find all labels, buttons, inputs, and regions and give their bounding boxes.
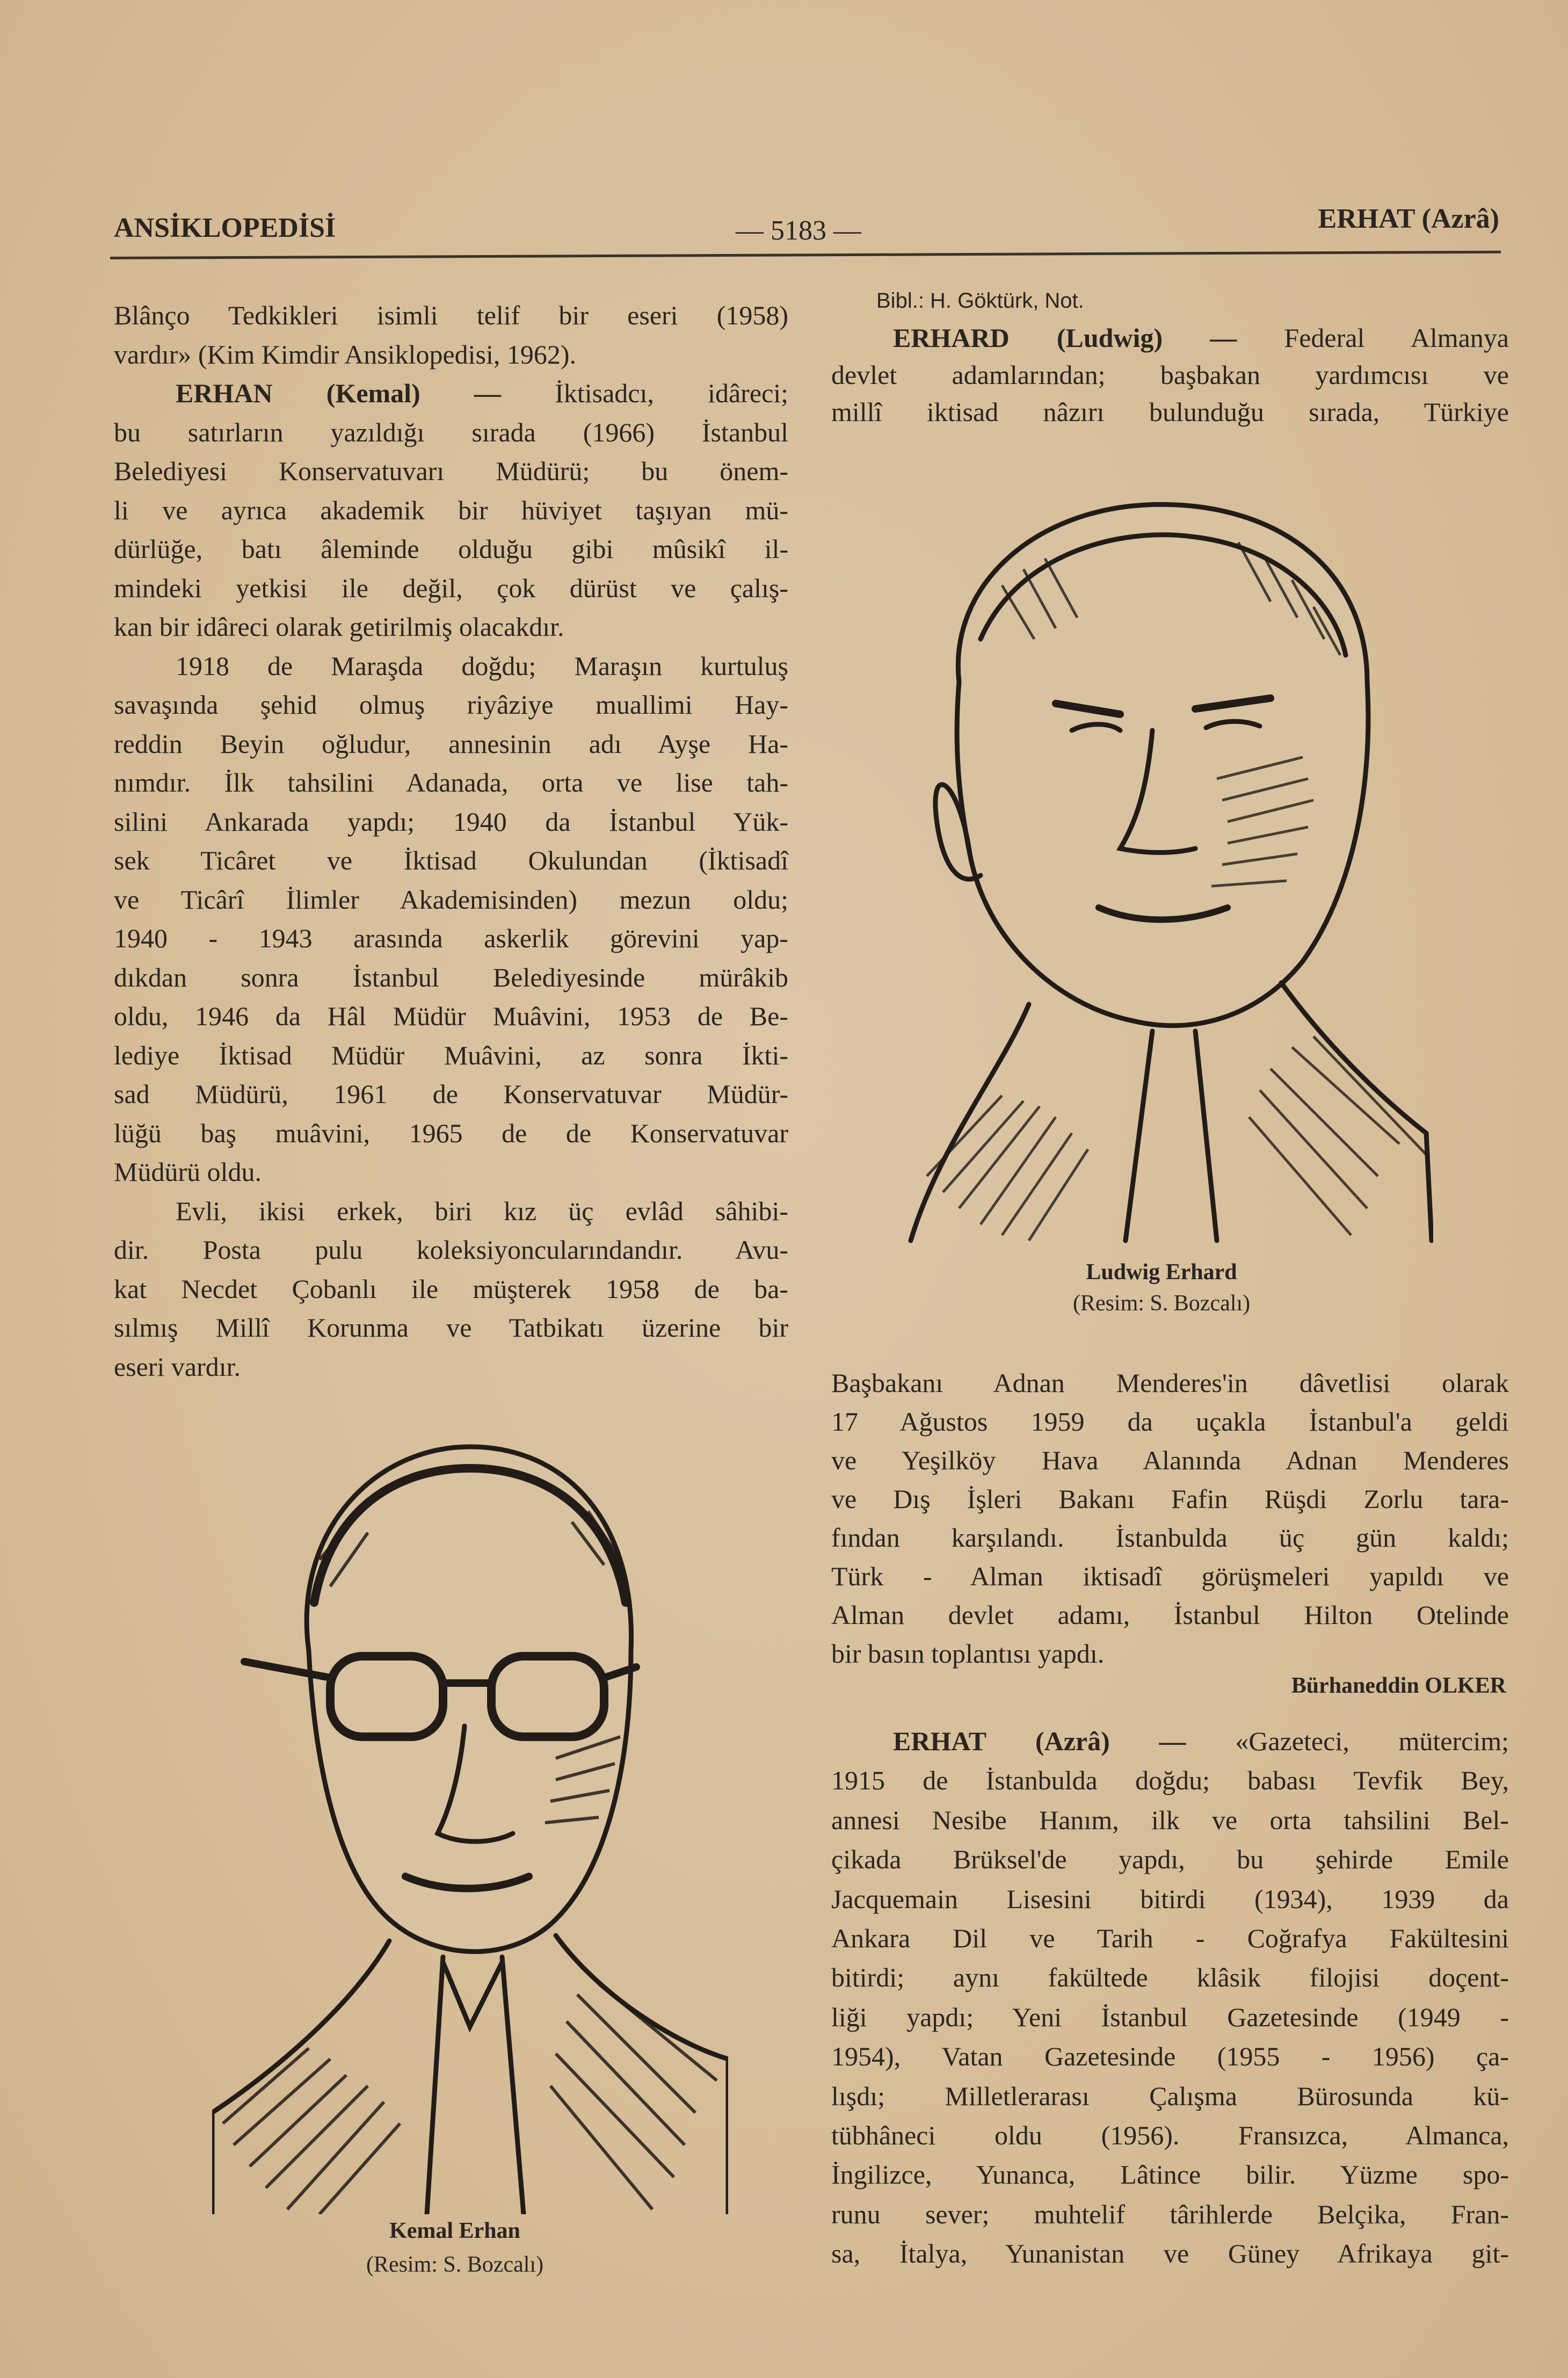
author-signature: Bürhaneddin OLKER [1291, 1673, 1506, 1698]
text-line [114, 452, 788, 491]
caption-erhan-credit: (Resim: S. Bozcalı) [366, 2252, 544, 2277]
line-text: bitirdi; aynı fakültede klâsik filojisi doçent- [831, 1962, 1509, 1993]
paragraph [831, 1722, 1509, 2273]
line-text: annesi Nesibe Hanım, ilk ve orta tahsilini Bel- [831, 1804, 1509, 1835]
line-text: Ankara Dil ve Tarih - Coğrafya Fakültesini [831, 1923, 1509, 1953]
text-line [114, 1192, 788, 1231]
line-text: runu sever; muhtelif târihlerde Belçika, Fran- [831, 2199, 1509, 2229]
left-column [114, 296, 788, 1386]
text-line [831, 394, 1509, 431]
line-text: 1915 de İstanbulda doğdu; babası Tevfik Bey, [831, 1765, 1509, 1796]
line-text: tübhâneci oldu (1956). Fransızca, Almanca, [831, 2120, 1509, 2150]
paragraph [114, 296, 788, 374]
line-text: dir. Posta pulu koleksiyoncularındandır. Avu- [114, 1235, 788, 1265]
line-text: lışdı; Milletlerarası Çalışma Bürosunda kü- [831, 2080, 1509, 2111]
line-text: 17 Ağustos 1959 da uçakla İstanbul'a geldi [831, 1407, 1509, 1437]
text-line [831, 1557, 1509, 1596]
text-line [831, 1722, 1509, 1761]
text-line [831, 2037, 1509, 2076]
page-number: — 5183 — [736, 215, 861, 246]
line-text: ve Yeşilköy Hava Alanında Adnan Menderes [831, 1445, 1509, 1475]
line-text: Jacquemain Lisesini bitirdi (1934), 1939 da [831, 1883, 1509, 1914]
line-text: Alman devlet adamı, İstanbul Hilton Otelinde [831, 1600, 1509, 1630]
line-text: 1954), Vatan Gazetesinde (1955 - 1956) ça- [831, 2041, 1509, 2072]
line-text: li ve ayrıca akademik bir hüviyet taşıyan mü- [114, 495, 788, 525]
line-text: millî iktisad nâzırı bulunduğu sırada, Türkiye [831, 397, 1509, 427]
line-text: Başbakanı Adnan Menderes'in dâvetlisi olarak [831, 1368, 1509, 1398]
line-text: vardır» (Kim Kimdir Ansiklopedisi, 1962). [114, 339, 577, 369]
line-text: 1940 - 1943 arasında askerlik görevini yap- [114, 923, 788, 953]
bibliography-note: Bibl.: H. Göktürk, Not. [876, 289, 1084, 313]
text-line [831, 1402, 1509, 1441]
text-line [114, 1114, 788, 1153]
text-line [114, 374, 788, 413]
paragraph [831, 320, 1509, 431]
text-line [114, 296, 788, 335]
line-text: Blânço Tedkikleri isimli telif bir eseri (1958) [114, 300, 788, 330]
line-text: nımdır. İlk tahsilini Adanada, orta ve lise tah- [114, 767, 788, 798]
line-text: Belediyesi Konservatuvarı Müdürü; bu önem- [114, 456, 788, 486]
text-line [114, 335, 788, 374]
line-text: oldu, 1946 da Hâl Müdür Muâvini, 1953 de Be- [114, 1001, 788, 1031]
line-text: sad Müdürü, 1961 de Konservatuvar Müdür- [114, 1079, 788, 1109]
text-line [114, 607, 788, 647]
text-line [831, 2077, 1509, 2116]
line-text: sek Ticâret ve İktisad Okulundan (İktisadî [114, 845, 788, 875]
text-line [114, 763, 788, 802]
text-line [114, 997, 788, 1036]
line-text: «Gazeteci, mütercim; [1235, 1726, 1509, 1756]
text-line [114, 530, 788, 569]
text-line [831, 1840, 1509, 1879]
line-text: Federal Almanya [1284, 323, 1509, 353]
caption-erhard-name: Ludwig Erhard [1086, 1260, 1237, 1285]
text-line [831, 1880, 1509, 1919]
line-text: İktisadcı, idâreci; [555, 378, 789, 408]
text-line [831, 1441, 1509, 1480]
text-line [831, 1364, 1509, 1402]
line-text: çikada Brüksel'de yapdı, bu şehirde Emile [831, 1844, 1509, 1875]
line-text: mindeki yetkisi ile değil, çok dürüst ve çalış- [114, 572, 788, 603]
text-line [114, 958, 788, 997]
text-line [114, 413, 788, 452]
line-text: 1918 de Maraşda doğdu; Maraşın kurtuluş [176, 650, 788, 681]
text-line [831, 1480, 1509, 1518]
text-line [114, 491, 788, 530]
line-text: lüğü baş muâvini, 1965 de de Konservatuvar [114, 1118, 788, 1148]
text-line [831, 2155, 1509, 2194]
line-text: dıkdan sonra İstanbul Belediyesinde mürâkib [114, 962, 788, 992]
line-text: sa, İtalya, Yunanistan ve Güney Afrikaya git- [831, 2238, 1509, 2269]
line-text: ve Dış İşleri Bakanı Fafin Rüşdi Zorlu tara- [831, 1484, 1509, 1514]
text-line [114, 880, 788, 919]
text-line [114, 802, 788, 842]
line-text: devlet adamlarından; başbakan yardımcısı ve [831, 360, 1509, 390]
line-text: reddin Beyin oğludur, annesinin adı Ayşe Ha- [114, 728, 788, 759]
entry-heading: ERHARD (Ludwig) — [893, 323, 1237, 353]
line-text: fından karşılandı. İstanbulda üç gün kaldı; [831, 1523, 1509, 1553]
line-text: kan bir idâreci olarak getirilmiş olacakdır. [114, 612, 564, 642]
running-header-left: ANSİKLOPEDİSİ [114, 213, 336, 243]
text-line [831, 320, 1509, 357]
portrait-kemal-erhan [212, 1425, 728, 2214]
text-line [114, 1308, 788, 1347]
line-text: eseri vardır. [114, 1351, 241, 1382]
text-line [831, 2234, 1509, 2273]
text-line [114, 647, 788, 686]
text-line [831, 1958, 1509, 1997]
line-text: Türk - Alman iktisadî görüşmeleri yapıldı ve [831, 1561, 1509, 1591]
line-text: kat Necdet Çobanlı ile müşterek 1958 de ba- [114, 1273, 788, 1304]
text-line [831, 1998, 1509, 2037]
running-header-right: ERHAT (Azrâ) [1318, 204, 1499, 234]
text-line [114, 1230, 788, 1270]
entry-heading: ERHAN (Kemal) — [176, 378, 501, 408]
line-text: bir basın toplantısı yapdı. [831, 1639, 1105, 1669]
header-rule [110, 251, 1501, 259]
text-line [831, 2195, 1509, 2234]
text-line [114, 569, 788, 608]
text-line [831, 2116, 1509, 2155]
line-text: Müdürü oldu. [114, 1157, 262, 1187]
text-line [114, 919, 788, 958]
line-text: lediye İktisad Müdür Muâvini, az sonra İkti- [114, 1040, 788, 1070]
line-text: savaşında şehid olmuş riyâziye muallimi Hay- [114, 690, 788, 720]
entry-heading: ERHAT (Azrâ) — [893, 1726, 1186, 1756]
portrait-ludwig-erhard [895, 478, 1433, 1244]
text-line [831, 1596, 1509, 1634]
caption-erhan-name: Kemal Erhan [389, 2218, 520, 2243]
text-line [114, 685, 788, 724]
right-column-top [831, 320, 1509, 431]
text-line [831, 1801, 1509, 1840]
paragraph [114, 647, 788, 1192]
text-line [114, 841, 788, 880]
text-line [114, 1347, 788, 1387]
right-column-bottom [831, 1722, 1509, 2273]
text-line [831, 1761, 1509, 1800]
caption-erhard-credit: (Resim: S. Bozcalı) [1072, 1291, 1251, 1316]
line-text: liği yapdı; Yeni İstanbul Gazetesinde (1949 - [831, 2002, 1509, 2032]
line-text: sılmış Millî Korunma ve Tatbikatı üzerine bir [114, 1313, 788, 1343]
right-column-middle [831, 1364, 1509, 1673]
text-line [831, 1919, 1509, 1958]
text-line [831, 1518, 1509, 1557]
line-text: silini Ankarada yapdı; 1940 da İstanbul Yük- [114, 806, 788, 837]
text-line [114, 1075, 788, 1114]
line-text: İngilizce, Yunanca, Lâtince bilir. Yüzme spo- [831, 2159, 1509, 2190]
text-line [114, 1152, 788, 1192]
text-line [114, 724, 788, 764]
line-text: bu satırların yazıldığı sırada (1966) İstanbul [114, 417, 788, 447]
text-line [114, 1270, 788, 1309]
paragraph [831, 1364, 1509, 1673]
text-line [114, 1036, 788, 1075]
text-line [831, 357, 1509, 394]
line-text: ve Ticârî İlimler Akademisinden) mezun oldu; [114, 884, 788, 915]
text-line [831, 1634, 1509, 1673]
line-text: Evli, ikisi erkek, biri kız üç evlâd sâhibi- [176, 1195, 788, 1226]
paragraph [114, 374, 788, 647]
paragraph [114, 1192, 788, 1387]
line-text: dürlüğe, batı âleminde olduğu gibi mûsikî il- [114, 534, 788, 564]
